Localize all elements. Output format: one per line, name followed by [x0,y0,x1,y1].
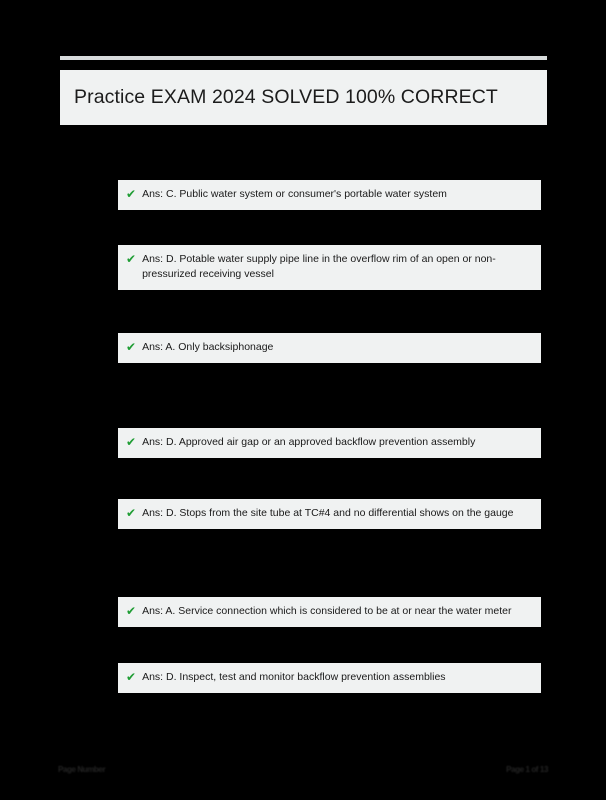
answer-row [118,499,541,529]
answer-row [118,597,541,627]
page-title: Practice EXAM 2024 SOLVED 100% CORRECT [74,86,498,108]
answer-row [118,180,541,210]
check-icon: ✔ [126,604,137,618]
answer-text: Ans: A. Only backsiphonage [142,341,274,353]
answer-text: Ans: D. Approved air gap or an approved backflow prevention assembly [142,436,476,448]
answer-text: Ans: D. Stops from the site tube at TC#4 and no differential shows on the gauge [142,507,514,519]
check-icon: ✔ [126,670,137,684]
answer-row [118,428,541,458]
answer-row [118,245,541,290]
check-icon: ✔ [126,340,137,354]
check-icon: ✔ [126,252,137,266]
document-title-bar [60,70,547,125]
answer-text: Ans: D. Inspect, test and monitor backflow prevention assemblies [142,671,446,683]
answer-text: Ans: D. Potable water supply pipe line in the overflow rim of an open or non-pressurized receiving vessel [142,253,496,280]
header-divider [60,56,547,60]
answer-row [118,333,541,363]
answer-row [118,663,541,693]
check-icon: ✔ [126,187,137,201]
footer-right-text: Page 1 of 13 [506,765,548,774]
answer-text: Ans: C. Public water system or consumer's portable water system [142,188,447,200]
check-icon: ✔ [126,506,137,520]
check-icon: ✔ [126,435,137,449]
footer-left-text: Page Number [58,765,106,774]
answer-text: Ans: A. Service connection which is considered to be at or near the water meter [142,605,512,617]
